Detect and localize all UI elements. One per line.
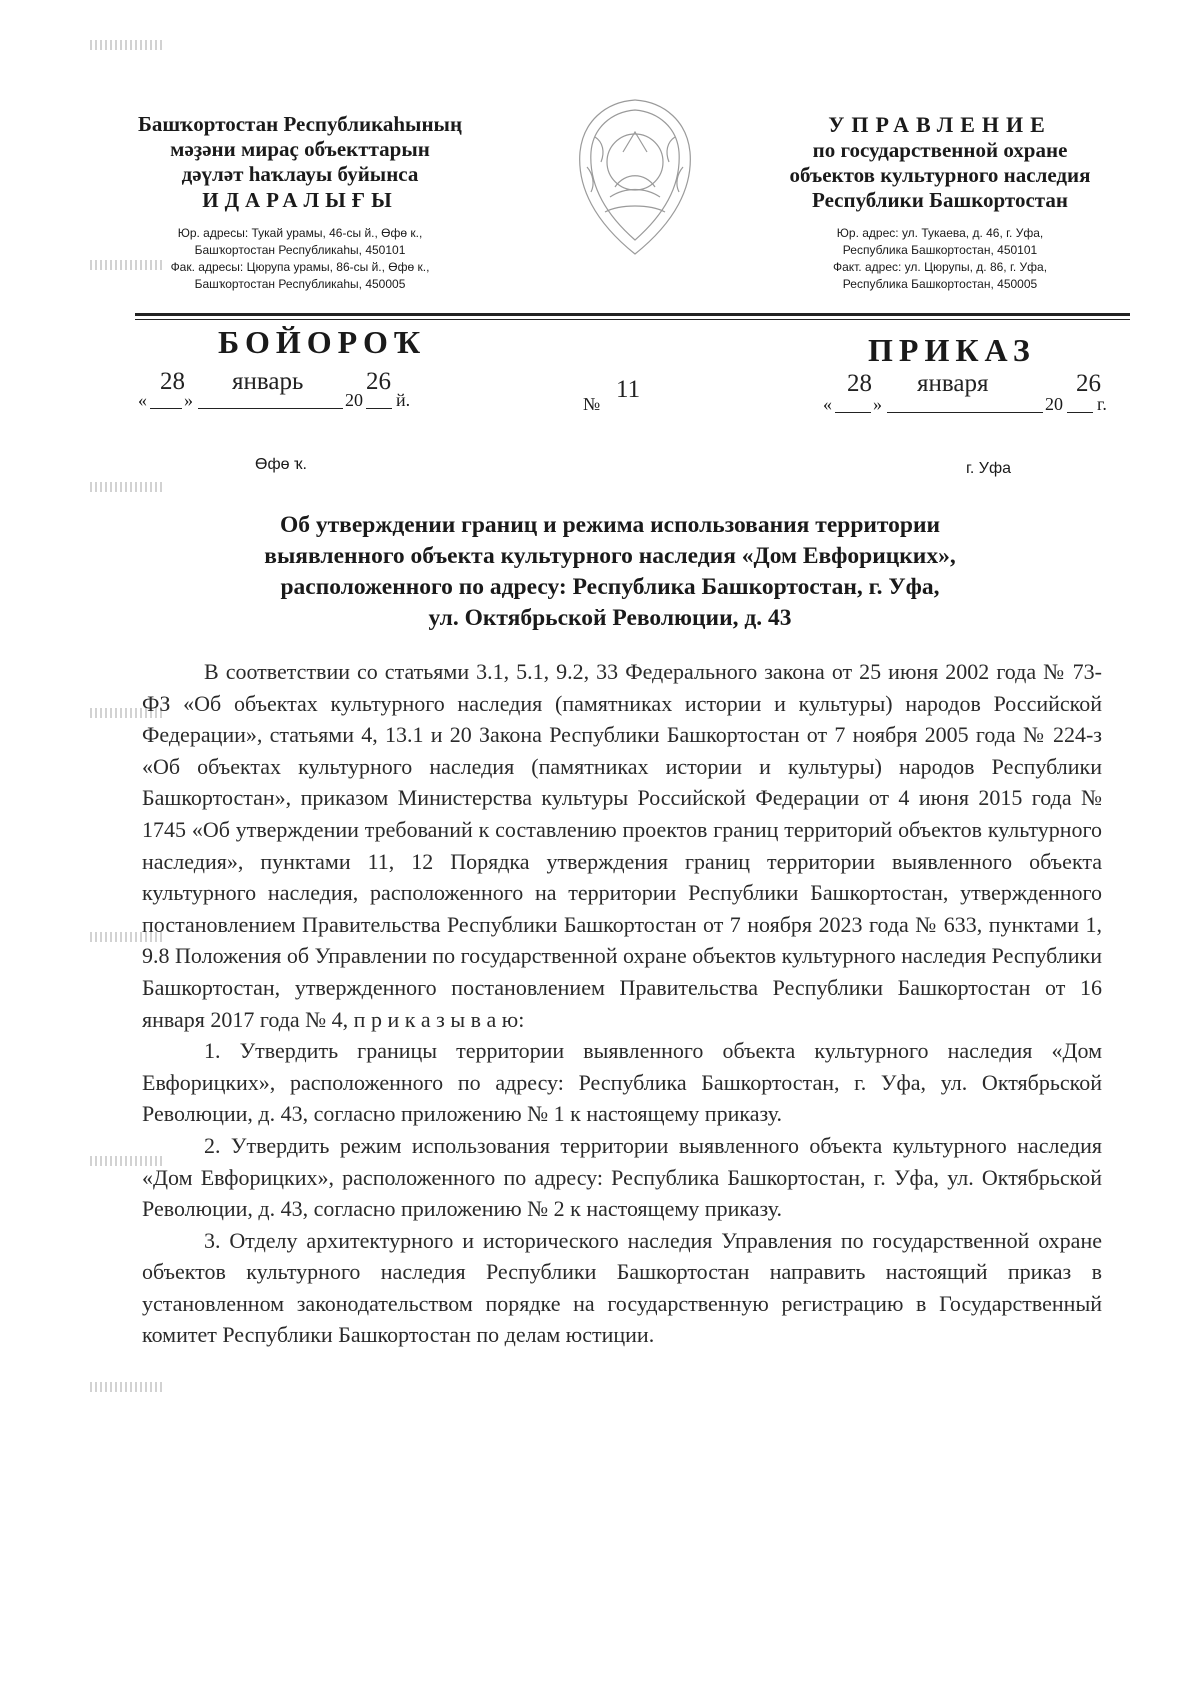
scan-speck [90, 40, 165, 50]
header-right-line1: УПРАВЛЕНИЕ [828, 112, 1052, 137]
fill-line [198, 408, 343, 409]
address-line: Башҡортостан Республикаһы, 450005 [194, 277, 406, 291]
quote-open: « [138, 390, 147, 410]
document-body [142, 656, 1102, 1351]
quote-open: « [823, 394, 832, 414]
header-rule-thick [135, 313, 1130, 316]
title-line: выявленного объекта культурного наследия «Дом Евфорицких», [264, 543, 956, 569]
order-number-value: 11 [616, 376, 641, 403]
address-line: Республика Башкортостан, 450005 [842, 277, 1038, 291]
title-line: расположенного по адресу: Республика Башкортостан, г. Уфа, [280, 574, 940, 600]
place-left: Өфө ҡ. [255, 456, 307, 473]
address-line: Факт. адрес: ул. Цюрупы, д. 86, г. Уфа, [832, 260, 1048, 274]
order-item-3: 3. Отделу архитектурного и исторического наследия Управления по государственной охране объектов культурного наследия Республики Башкортостан направить настоящий приказ в установленном законодательством порядке на государственную регистрацию в Государственный комитет Республики Башкортостан по делам юстиции. [142, 1227, 1102, 1348]
header-right-line3: объектов культурного наследия [789, 163, 1091, 187]
header-left-line4: ИДАРАЛЫҒЫ [202, 188, 398, 212]
preamble-paragraph: В соответствии со статьями 3.1, 5.1, 9.2, 33 Федерального закона от 25 июня 2002 года № 73-ФЗ «Об объектах культурного наследия (памятниках истории и культуры) народов Российской Федерации», статьями 4, 13.1 и 20 Закона Республики Башкортостан от 7 ноября 2005 года № 224-з «Об объектах культурного наследия (памятниках истории и культуры) народов Республики Башкортостан», приказом Министерства культуры Российской Федерации от 4 июня 2015 года № 1745 «Об утверждении требований к составлению проектов границ территорий объектов культурного наследия», пунктами 11, 12 Порядка утверждения границ территории выявленного объекта культурного наследия, расположенного на территории Республики Башкортостан, утвержденного постановлением Правительства Республики Башкортостан от 7 ноября 2023 года № 633, пунктами 1, 9.8 Положения об Управлении по государственной охране объектов культурного наследия Республики Башкортостан, утвержденного постановлением Правительства Республики Башкортостан от 16 января 2017 года № 4, п р и к а з ы в а ю: [142, 659, 1102, 1032]
address-line: Фак. адресы: Цюрупа урамы, 86-сы й., Өфө к., [170, 260, 430, 274]
address-line: Республика Башкортостан, 450101 [842, 243, 1038, 257]
order-item-1: 1. Утвердить границы территории выявленного объекта культурного наследия «Дом Евфорицких», расположенного по адресу: Республика Башкортостан, г. Уфа, ул. Октябрьской Революции, д. 43, согласно приложению № 1 к настоящему приказу. [142, 1038, 1102, 1127]
date-line-right [823, 372, 1123, 412]
number-sign: № [583, 394, 601, 414]
title-line: ул. Октябрьской Революции, д. 43 [428, 605, 792, 631]
date-year-left: 26 [366, 368, 391, 395]
order-word-bashkir: БОЙОРОҠ [218, 324, 427, 360]
fill-line [150, 408, 182, 409]
scan-speck [90, 482, 165, 492]
header-left [115, 112, 485, 293]
header-left-line2: мәҙәни мираҫ объекттарын [170, 137, 430, 161]
header-right [760, 112, 1120, 293]
header-right-line2: по государственной охране [812, 138, 1068, 162]
date-suffix-right: г. [1097, 394, 1107, 414]
title-line: Об утверждении границ и режима использования территории [279, 512, 941, 538]
order-word-russian: ПРИКАЗ [868, 332, 1036, 368]
fill-line [835, 412, 871, 413]
order-number [583, 378, 643, 418]
quote-close: » [873, 394, 882, 414]
date-century-left: 20 [345, 390, 363, 410]
date-century-right: 20 [1045, 394, 1063, 414]
date-month-right: января [917, 370, 989, 397]
date-year-right: 26 [1076, 370, 1101, 397]
date-day-right: 28 [847, 370, 872, 397]
date-suffix-left: й. [396, 390, 411, 410]
quote-close: » [184, 390, 193, 410]
date-month-left: январь [232, 368, 304, 395]
header-right-line4: Республики Башкортостан [812, 188, 1068, 212]
address-line: Башҡортостан Республикаһы, 450101 [194, 243, 406, 257]
place-right: г. Уфа [966, 460, 1011, 477]
header-left-address [115, 225, 485, 293]
header-left-line1: Башҡортостан Республикаһының [137, 112, 463, 136]
coat-of-arms-emblem [565, 92, 705, 262]
order-item-2: 2. Утвердить режим использования территории выявленного объекта культурного наследия «Дом Евфорицких», расположенного по адресу: Республика Башкортостан, г. Уфа, ул. Октябрьской Революции, д. 43, согласно приложению № 2 к настоящему приказу. [142, 1132, 1102, 1222]
fill-line [366, 408, 392, 409]
header-left-line3: дәүләт һаҡлауы буйынса [181, 162, 419, 186]
address-line: Юр. адресы: Тукай урамы, 46-сы й., Өфө к., [177, 226, 423, 240]
header-rule-thin [135, 319, 1130, 320]
header-right-address [760, 225, 1120, 293]
fill-line [1067, 412, 1093, 413]
scan-speck [90, 1382, 165, 1392]
document-title [150, 510, 1070, 634]
date-line-left [138, 368, 438, 412]
address-line: Юр. адрес: ул. Тукаева, д. 46, г. Уфа, [836, 226, 1044, 240]
date-day-left: 28 [160, 368, 185, 395]
fill-line [887, 412, 1043, 413]
